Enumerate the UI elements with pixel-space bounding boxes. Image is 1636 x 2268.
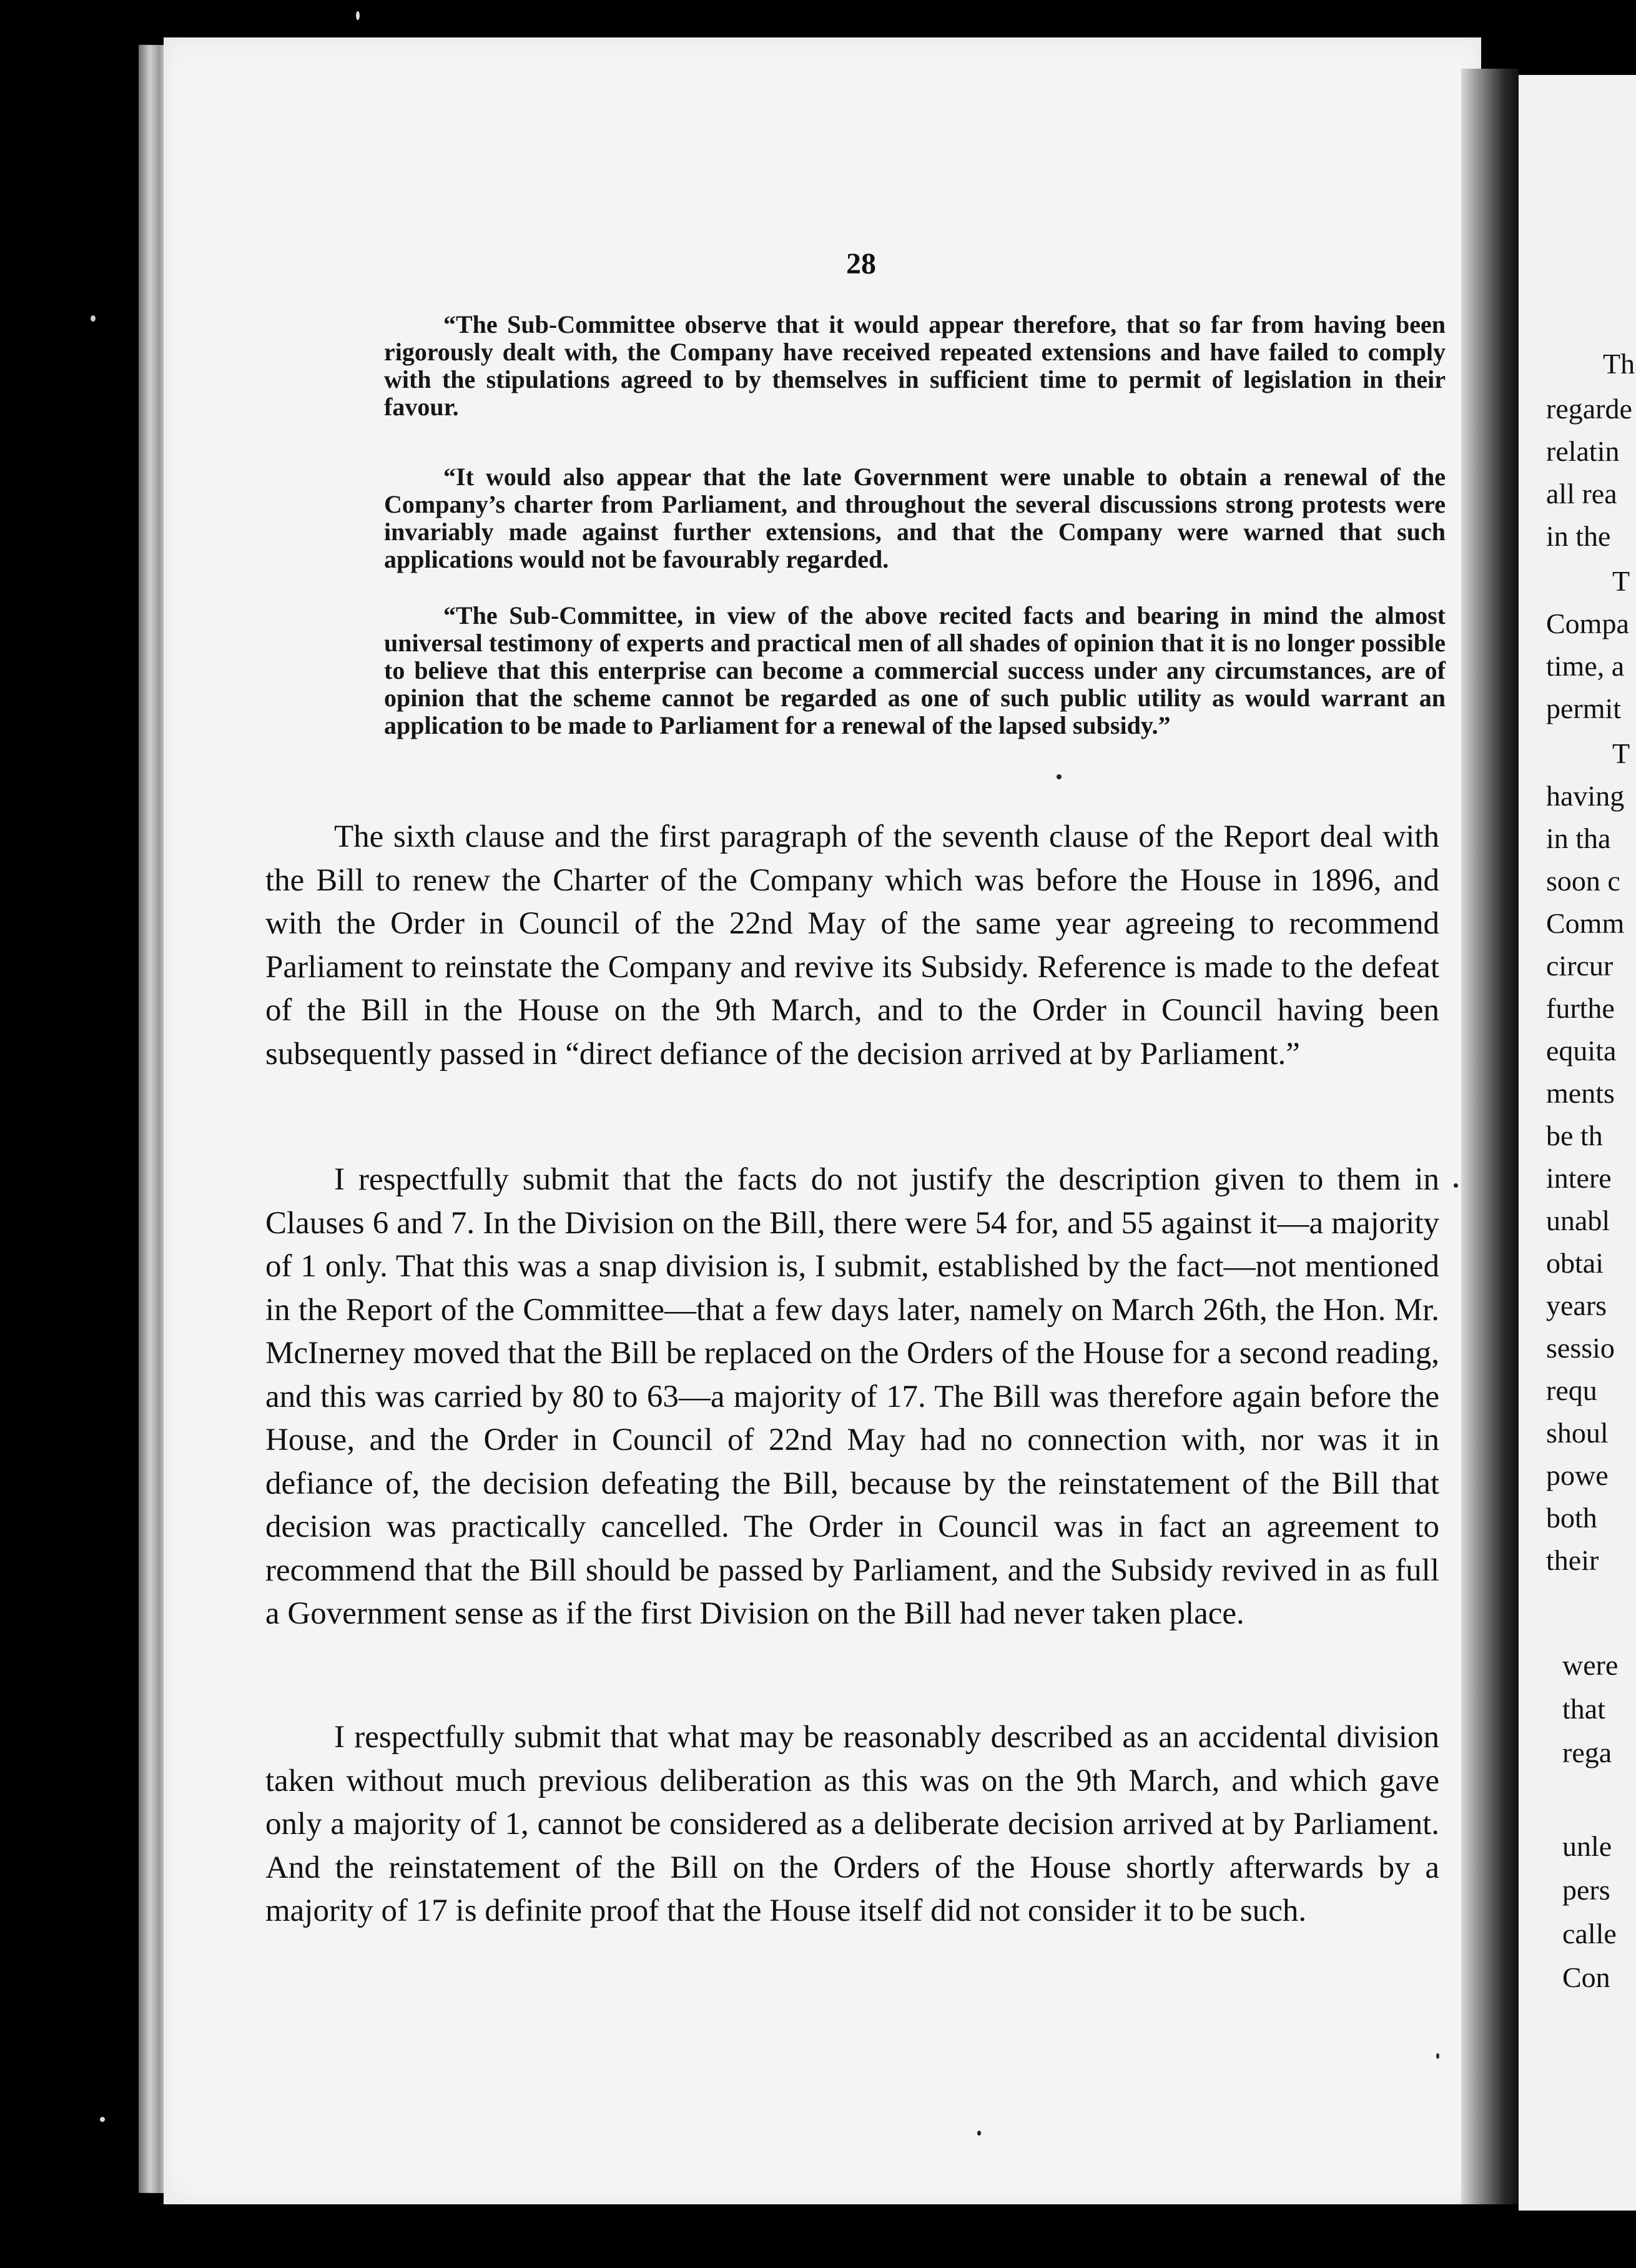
- right-page-line: in tha: [1546, 822, 1611, 854]
- right-page-line: calle: [1562, 1918, 1617, 1950]
- right-page-line: Comm: [1546, 907, 1625, 939]
- right-page-line: intere: [1546, 1162, 1612, 1194]
- right-page-line: that: [1562, 1693, 1605, 1725]
- right-page-line: powe: [1546, 1459, 1609, 1491]
- right-page-line: unabl: [1546, 1205, 1610, 1236]
- right-page-line: having: [1546, 780, 1625, 812]
- right-page-line: equita: [1546, 1035, 1617, 1067]
- right-page-line: years: [1546, 1289, 1607, 1321]
- right-page-line: Th: [1603, 348, 1635, 380]
- right-page-line: circur: [1546, 950, 1614, 982]
- right-page-line: regarde: [1546, 393, 1632, 425]
- body-paragraph-2: I respectfully submit that the facts do not justify the description given to them in Clauses 6 and 7. In the Division on the Bill, there were 54 for, and 55 against it—a majority of 1 only. That this was a snap division is, I submit, established by the fact—not mentioned in the Report of the Committee—that a few days later, namely on March 26th, the Hon. Mr. McInerney moved that the Bill be replaced on the Orders of the House for a second reading, and this was carried by 80 to 63—a majority of 17. The Bill was therefore again before the House, and the Order in Council of 22nd May had no connection with, nor was it in defiance of, the decision defeating the Bill, because by the reinstatement of the Bill that decision was practically cancelled. The Order in Council was in fact an agreement to recommend that the Bill should be passed by Parliament, and the Subsidy revived in as full a Government sense as if the first Division on the Bill had never taken place.: [265, 1162, 1439, 1631]
- quote-paragraph-2: “It would also appear that the late Government were unable to obtain a renewal of the Company’s charter from Parliament, and throughout the several discussions strong protests were invariably made against further extensions, and that the Company were warned that such applications would not be favourably regarded.: [384, 463, 1446, 573]
- book-gutter-shadow: [1461, 69, 1519, 2204]
- scan-speck: [1454, 1183, 1458, 1188]
- scan-speck: [977, 2131, 981, 2136]
- quote-paragraph-3: “The Sub-Committee, in view of the above recited facts and bearing in mind the almost universal testimony of experts and practical men of all shades of opinion that it is no longer possible to believe that this enterprise can become a commercial success under any circumstances, are of opinion that the scheme cannot be regarded as one of such public utility as would warrant an application to be made to Parliament for a renewal of the lapsed subsidy.”: [384, 601, 1446, 739]
- right-page-line: obtai: [1546, 1247, 1604, 1279]
- right-page-line: in the: [1546, 520, 1611, 552]
- scan-speck: [91, 315, 96, 322]
- right-page-line: sessio: [1546, 1332, 1615, 1364]
- right-page-line: T: [1612, 565, 1630, 597]
- right-page-line: ments: [1546, 1077, 1615, 1109]
- body-paragraph-1: The sixth clause and the first paragraph of the seventh clause of the Report deal with the Bill to renew the Charter of the Company which was before the House in 1896, and with the Order in Council of the 22nd May of the same year agreeing to recommend Parliament to reinstate the Company and revive its Subsidy. Reference is made to the defeat of the Bill in the House on the 9th March, and to the Order in Council having been subsequently passed in “direct defiance of the decision arrived at by Parliament.”: [265, 819, 1439, 1072]
- right-page-fragment: [1519, 75, 1636, 2211]
- right-page-line: be th: [1546, 1120, 1603, 1151]
- scan-speck: [1436, 2053, 1439, 2059]
- scan-speck: [356, 11, 360, 20]
- right-page-line: their: [1546, 1544, 1599, 1576]
- right-page-line: soon c: [1546, 865, 1620, 897]
- right-page-line: both: [1546, 1502, 1597, 1534]
- body-paragraph-3: I respectfully submit that what may be reasonably described as an accidental division taken without much previous deliberation as this was on the 9th March, and which gave only a majority of 1, cannot be considered as a deliberate decision arrived at by Parliament. And the reinstatement of the Bill on the Orders of the House shortly afterwards by a majority of 17 is definite proof that the House itself did not consider it to be such.: [265, 1720, 1439, 1928]
- right-page-line: Compa: [1546, 608, 1629, 639]
- right-page-line: requ: [1546, 1374, 1597, 1406]
- right-page-line: were: [1562, 1649, 1619, 1681]
- right-page-line: shoul: [1546, 1417, 1609, 1449]
- right-page-line: Con: [1562, 1961, 1610, 1993]
- right-page-line: furthe: [1546, 992, 1615, 1024]
- right-page-line: relatin: [1546, 435, 1620, 467]
- right-page-line: time, a: [1546, 650, 1625, 682]
- right-page-line: rega: [1562, 1737, 1612, 1768]
- right-page-line: unle: [1562, 1830, 1612, 1862]
- quote-paragraph-1: “The Sub-Committee observe that it would appear therefore, that so far from having been rigorously dealt with, the Company have received repeated extensions and have failed to comply with the stipulations agreed to by themselves in sufficient time to permit of legislation in their favour.: [384, 310, 1446, 421]
- right-page-line: permit: [1546, 693, 1622, 724]
- right-page-line: all rea: [1546, 478, 1617, 510]
- scan-speck: [1057, 774, 1062, 779]
- right-page-line: T: [1612, 737, 1630, 769]
- scan-speck: [100, 2117, 105, 2122]
- page-number: 28: [846, 247, 876, 280]
- right-page-line: pers: [1562, 1874, 1610, 1906]
